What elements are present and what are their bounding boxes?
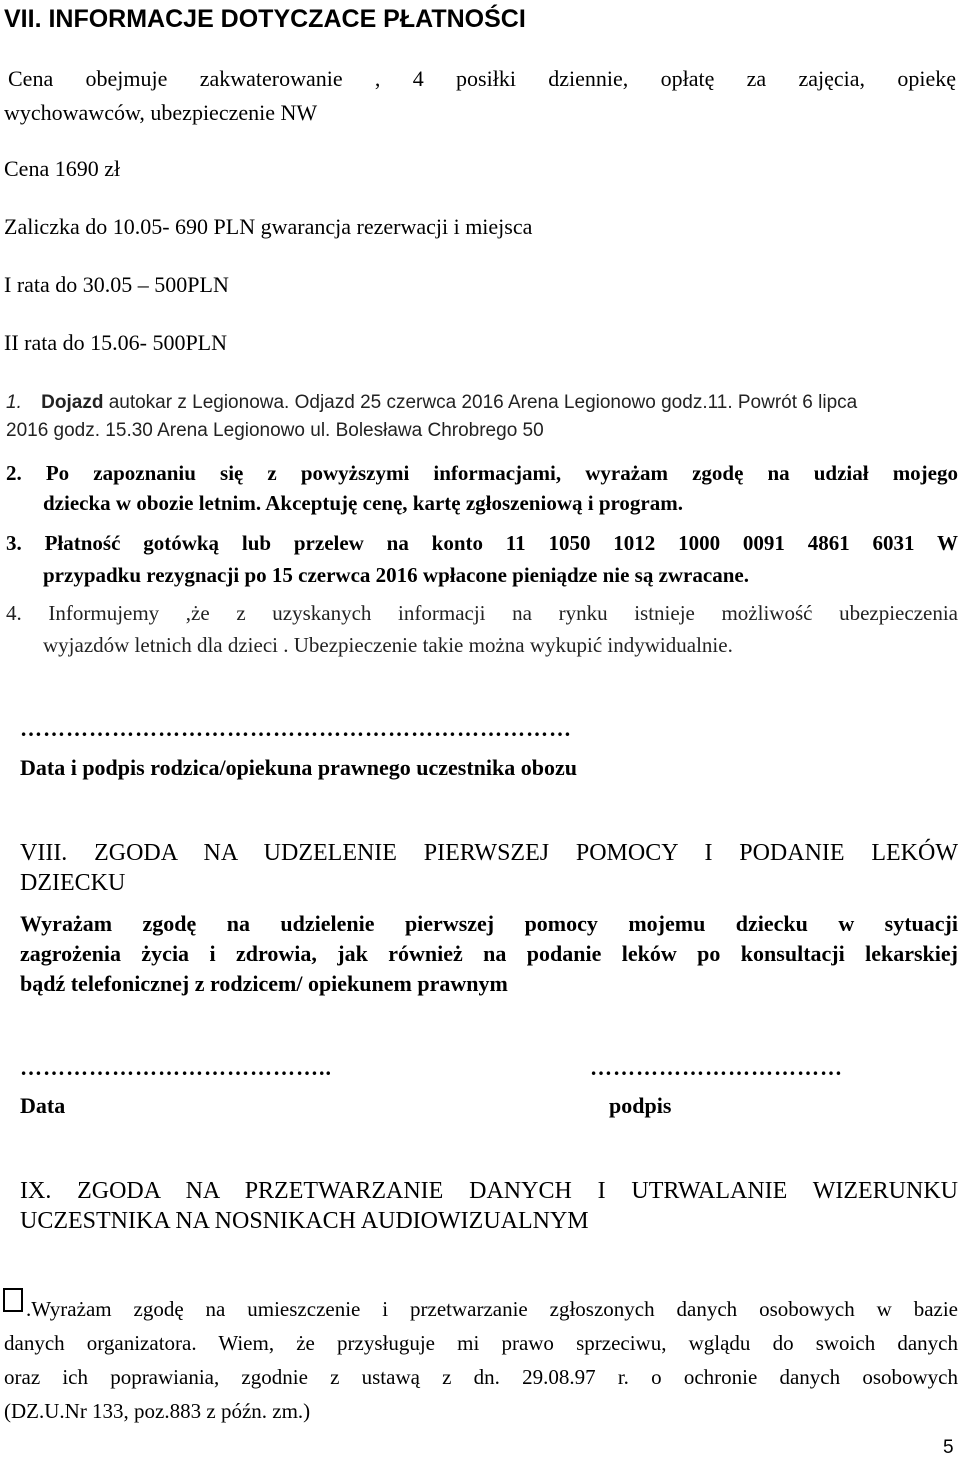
installment-2: II rata do 15.06- 500PLN <box>4 330 228 355</box>
heading-line: VIII. ZGODA NA UDZELENIE PIERWSZEJ POMOCY I PODANIE LEKÓW <box>20 840 958 866</box>
signature-line: …………………………… <box>590 1055 843 1080</box>
consent-line: zagrożenia życia i zdrowia, jak również na podanie leków po konsultacji lekarskiej <box>20 941 958 966</box>
section-heading <box>20 1176 958 1236</box>
consent-line: danych organizatora. Wiem, że przysługuje mi prawo sprzeciwu, wglądu do swoich danych <box>4 1331 958 1355</box>
signature-label: Data i podpis rodzica/opiekuna prawnego uczestnika obozu <box>20 755 578 780</box>
item-text: przypadku rezygnacji po 15 czerwca 2016 wpłacone pieniądze nie są zwracane. <box>43 563 749 587</box>
page-number: 5 <box>943 1437 954 1458</box>
signature-label: podpis <box>609 1093 672 1118</box>
consent-text <box>4 1292 958 1428</box>
consent-line: Wyrażam zgodę na udzielenie pierwszej pomocy mojemu dziecku w sytuacji <box>20 911 958 936</box>
item-text: dziecka w obozie letnim. Akceptuję cenę, kartę zgłoszeniową i program. <box>43 491 683 515</box>
item-text: wyjazdów letnich dla dzieci . Ubezpieczenie takie można wykupić indywidualnie. <box>43 633 733 657</box>
consent-line: oraz ich poprawiania, zgodnie z ustawą z dn. 29.08.97 r. o ochronie danych osobowych <box>4 1365 958 1389</box>
list-item <box>6 597 958 661</box>
date-label: Data <box>20 1093 66 1118</box>
consent-line: (DZ.U.Nr 133, poz.883 z późn. zm.) <box>4 1399 311 1423</box>
item-text: 2016 godz. 15.30 Arena Legionowo ul. Bolesława Chrobrego 50 <box>6 420 544 441</box>
item-number: 1. <box>6 392 22 413</box>
intro-line: Cena obejmuje zakwaterowanie , 4 posiłki dziennie, opłatę za zajęcia, opiekę <box>8 66 956 91</box>
section-heading: VII. INFORMACJE DOTYCZACE PŁATNOŚCI <box>4 5 526 33</box>
item-label: Dojazd <box>41 392 104 413</box>
heading-line: DZIECKU <box>20 870 126 896</box>
heading-line: IX. ZGODA NA PRZETWARZANIE DANYCH I UTRWALANIE WIZERUNKU <box>20 1178 958 1204</box>
consent-line: .Wyrażam zgodę na umieszczenie i przetwarzanie zgłoszonych danych osobowych w bazie <box>26 1297 958 1321</box>
item-text: 2. Po zapoznaniu się z powyższymi informacjami, wyrażam zgodę na udział mojego <box>6 461 958 485</box>
list-item <box>6 458 958 518</box>
intro-text <box>4 62 956 130</box>
intro-line: wychowawców, ubezpieczenie NW <box>4 100 318 125</box>
consent-text <box>20 909 958 999</box>
section-heading <box>20 838 958 898</box>
consent-line: bądź telefonicznej z rodzicem/ opiekunem prawnym <box>20 971 508 996</box>
date-line: ………………………………….. <box>20 1055 332 1080</box>
list-item <box>6 527 958 591</box>
deposit-text: Zaliczka do 10.05- 690 PLN gwarancja rezerwacji i miejsca <box>4 214 533 239</box>
item-text: autokar z Legionowa. Odjazd 25 czerwca 2016 Arena Legionowo godz.11. Powrót 6 lipca <box>103 392 858 413</box>
price-text: Cena 1690 zł <box>4 156 121 181</box>
heading-line: UCZESTNIKA NA NOSNIKACH AUDIOWIZUALNYM <box>20 1208 589 1234</box>
item-text: 3. Płatność gotówką lub przelew na konto 11 1050 1012 1000 0091 4861 6031 W <box>6 531 958 555</box>
item-text: 4. Informujemy ,że z uzyskanych informacji na rynku istnieje możliwość ubezpieczenia <box>6 601 958 625</box>
signature-line: ……………………………………………………………… <box>20 716 572 741</box>
installment-1: I rata do 30.05 – 500PLN <box>4 272 229 297</box>
